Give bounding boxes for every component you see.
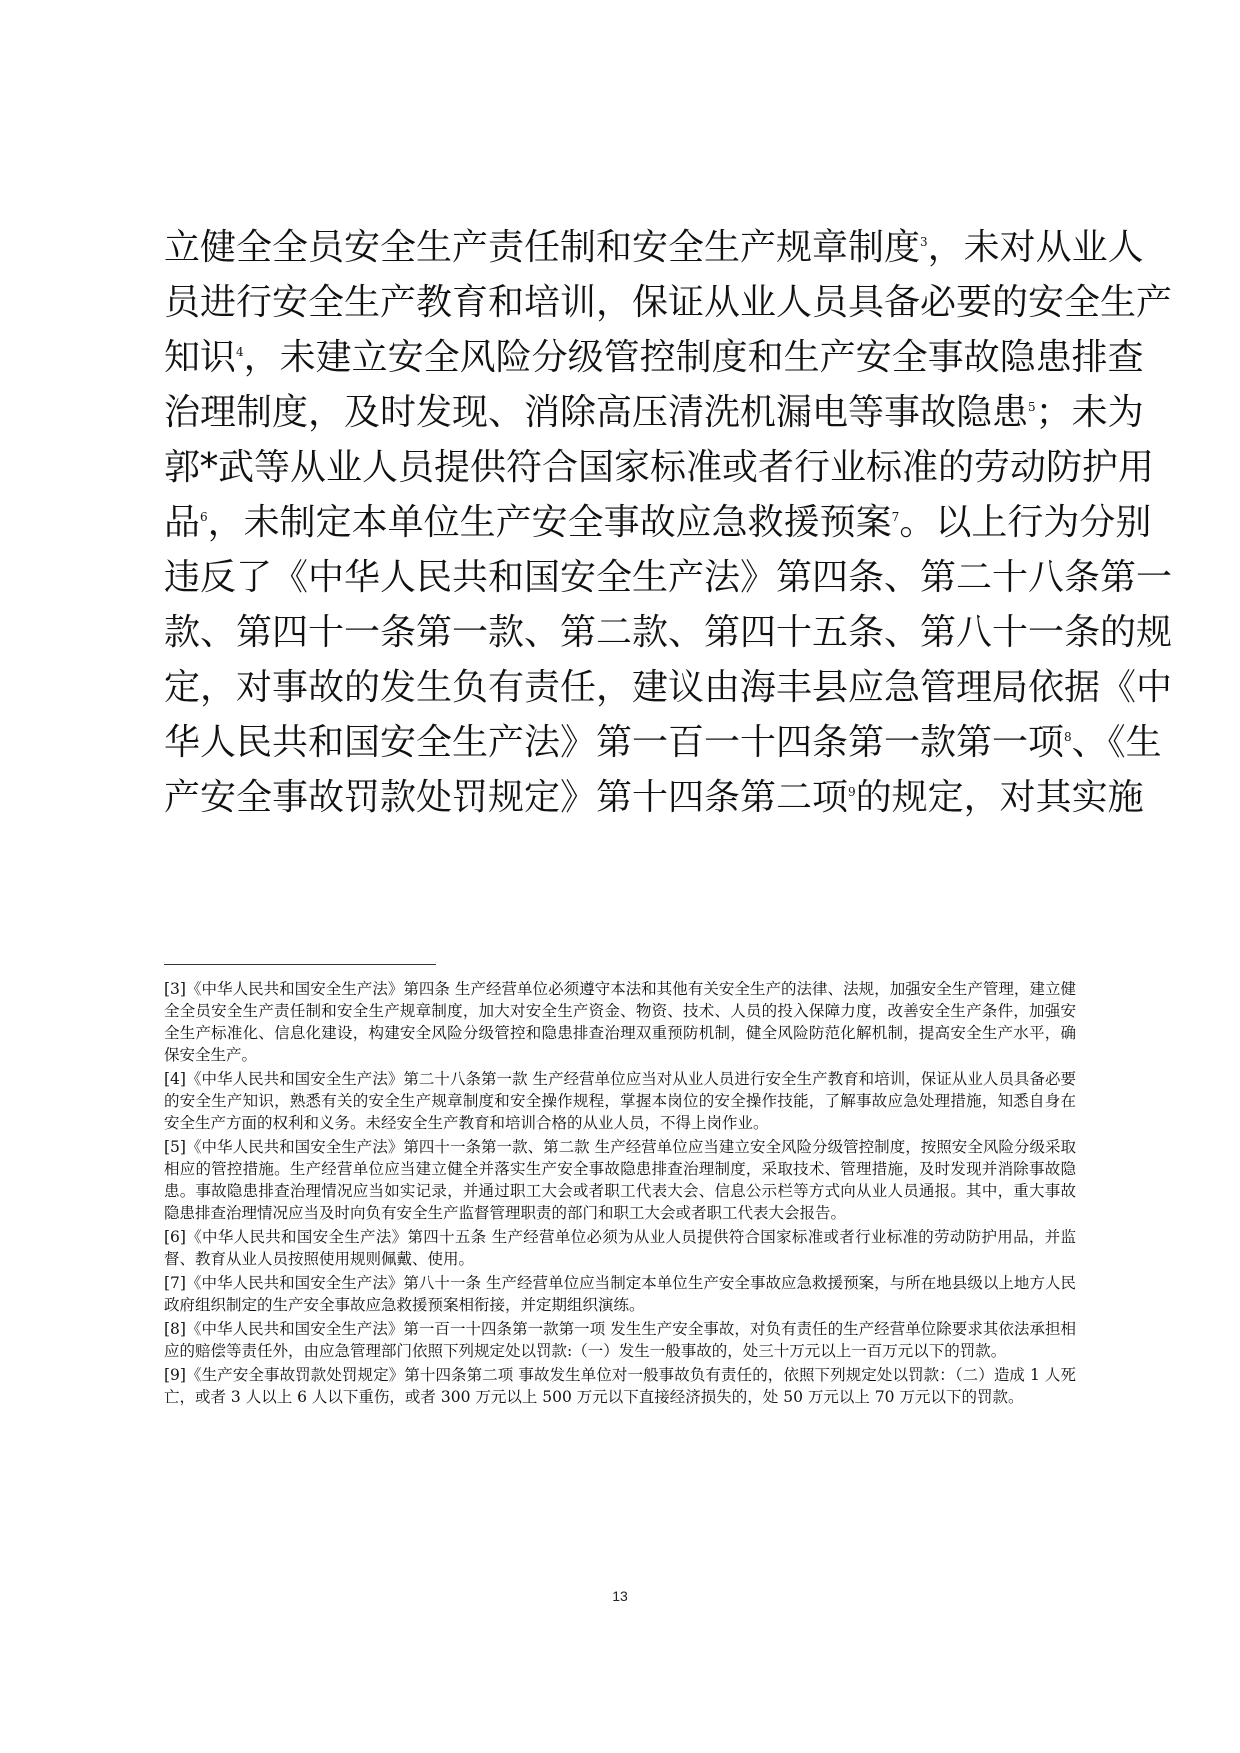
body-line bbox=[164, 332, 1144, 384]
body-line bbox=[164, 717, 1162, 769]
body-text-segment: 品 bbox=[164, 502, 201, 543]
body-text-segment: 治理制度，及时发现、消除高压清洗机漏电等事故隐患 bbox=[164, 392, 1029, 433]
body-text-segment: 的规定，对其实施 bbox=[855, 777, 1144, 818]
body-text-segment: 华人民共和国安全生产法》第一百一十四条第一款第一项 bbox=[164, 722, 1065, 763]
footnote: [9]《生产安全事故罚款处罚规定》第十四条第二项 事故发生单位对一般事故负有责任的，依照下列规定处以罚款：（二）造成 1 人死亡，或者 3 人以上 6 人以下重伤，或者 300 万元以上 500 万元以下直接经济损失的，处 50 万元以上 70 万元以下的罚款。 bbox=[164, 1366, 1076, 1406]
body-text-segment: 。以上行为分别 bbox=[899, 502, 1152, 543]
footnote-ref: 6 bbox=[200, 510, 208, 524]
footnote: [7]《中华人民共和国安全生产法》第八十一条 生产经营单位应当制定本单位生产安全事故应急救援预案，与所在地县级以上地方人民政府组织制定的生产安全事故应急救援预案相衔接，并定期组织演练。 bbox=[164, 1274, 1076, 1314]
body-text-segment: 知识 bbox=[164, 337, 237, 378]
body-line bbox=[164, 772, 1144, 824]
footnote-ref: 4 bbox=[236, 345, 244, 359]
body-line bbox=[164, 222, 1144, 274]
body-text-segment: 郭*武等从业人员提供符合国家标准或者行业标准的劳动防护用 bbox=[164, 447, 1155, 488]
footnote: [8]《中华人民共和国安全生产法》第一百一十四条第一款第一项 发生生产安全事故，对负有责任的生产经营单位除要求其依法承担相应的赔偿等责任外，由应急管理部门依照下列规定处以罚款:（一）发生一般事故的，处三十万元以上一百万元以下的罚款。 bbox=[164, 1320, 1076, 1360]
body-text-segment: ；未为 bbox=[1035, 392, 1144, 433]
footnote-ref: 8 bbox=[1064, 730, 1072, 744]
footnote: [4]《中华人民共和国安全生产法》第二十八条第一款 生产经营单位应当对从业人员进行安全生产教育和培训，保证从业人员具备必要的安全生产知识，熟悉有关的安全生产规章制度和安全操作规程，掌握本岗位的安全操作技能，了解事故应急处理措施，知悉自身在安全生产方面的权利和义务。未经安全生产教育和培训合格的从业人员，不得上岗作业。 bbox=[164, 1070, 1076, 1132]
footnote: [3]《中华人民共和国安全生产法》第四条 生产经营单位必须遵守本法和其他有关安全生产的法律、法规，加强安全生产管理，建立健全全员安全生产责任制和安全生产规章制度，加大对安全生产资金、物资、技术、人员的投入保障力度，改善安全生产条件，加强安全生产标准化、信息化建设，构建安全风险分级管控和隐患排查治理双重预防机制，健全风险防范化解机制，提高安全生产水平，确保安全生产。 bbox=[164, 980, 1076, 1064]
body-text-segment: 员进行安全生产教育和培训，保证从业人员具备必要的安全生产 bbox=[164, 282, 1173, 323]
footnote-ref: 9 bbox=[848, 785, 856, 799]
body-text-segment: ，未对从业人 bbox=[927, 227, 1144, 268]
body-text-segment: ，未建立安全风险分级管控制度和生产安全事故隐患排查 bbox=[243, 337, 1144, 378]
footnotes bbox=[164, 978, 1076, 1410]
body-text-segment: 立健全全员安全生产责任制和安全生产规章制度 bbox=[164, 227, 921, 268]
footnote-separator bbox=[164, 964, 436, 965]
body-line bbox=[164, 662, 1173, 714]
footnote-ref: 3 bbox=[920, 235, 928, 249]
page-number: 13 bbox=[612, 1588, 628, 1604]
body-line bbox=[164, 497, 1152, 549]
body-line bbox=[164, 552, 1173, 604]
footnote: [6]《中华人民共和国安全生产法》第四十五条 生产经营单位必须为从业人员提供符合国家标准或者行业标准的劳动防护用品，并监督、教育从业人员按照使用规则佩戴、使用。 bbox=[164, 1228, 1076, 1268]
body-text-segment: 定，对事故的发生负有责任，建议由海丰县应急管理局依据《中 bbox=[164, 667, 1173, 708]
body-text-segment: 款、第四十一条第一款、第二款、第四十五条、第八十一条的规 bbox=[164, 612, 1173, 653]
body-line bbox=[164, 277, 1173, 329]
body-text-segment: ，未制定本单位生产安全事故应急救援预案 bbox=[207, 502, 892, 543]
footnote: [5]《中华人民共和国安全生产法》第四十一条第一款、第二款 生产经营单位应当建立安全风险分级管控制度，按照安全风险分级采取相应的管控措施。生产经营单位应当建立健全并落实生产安全事故隐患排查治理制度，采取技术、管理措施，及时发现并消除事故隐患。事故隐患排查治理情况应当如实记录，并通过职工大会或者职工代表大会、信息公示栏等方式向从业人员通报。其中，重大事故隐患排查治理情况应当及时向负有安全生产监督管理职责的部门和职工大会或者职工代表大会报告。 bbox=[164, 1138, 1076, 1222]
body-text-segment: 产安全事故罚款处罚规定》第十四条第二项 bbox=[164, 777, 849, 818]
body-line bbox=[164, 607, 1173, 659]
footnote-ref: 5 bbox=[1028, 400, 1036, 414]
body-text-segment: 、《生 bbox=[1071, 722, 1162, 763]
body-text-segment: 违反了《中华人民共和国安全生产法》第四条、第二十八条第一 bbox=[164, 557, 1173, 598]
footnote-ref: 7 bbox=[891, 510, 900, 524]
body-line bbox=[164, 387, 1144, 439]
body-line bbox=[164, 442, 1155, 494]
